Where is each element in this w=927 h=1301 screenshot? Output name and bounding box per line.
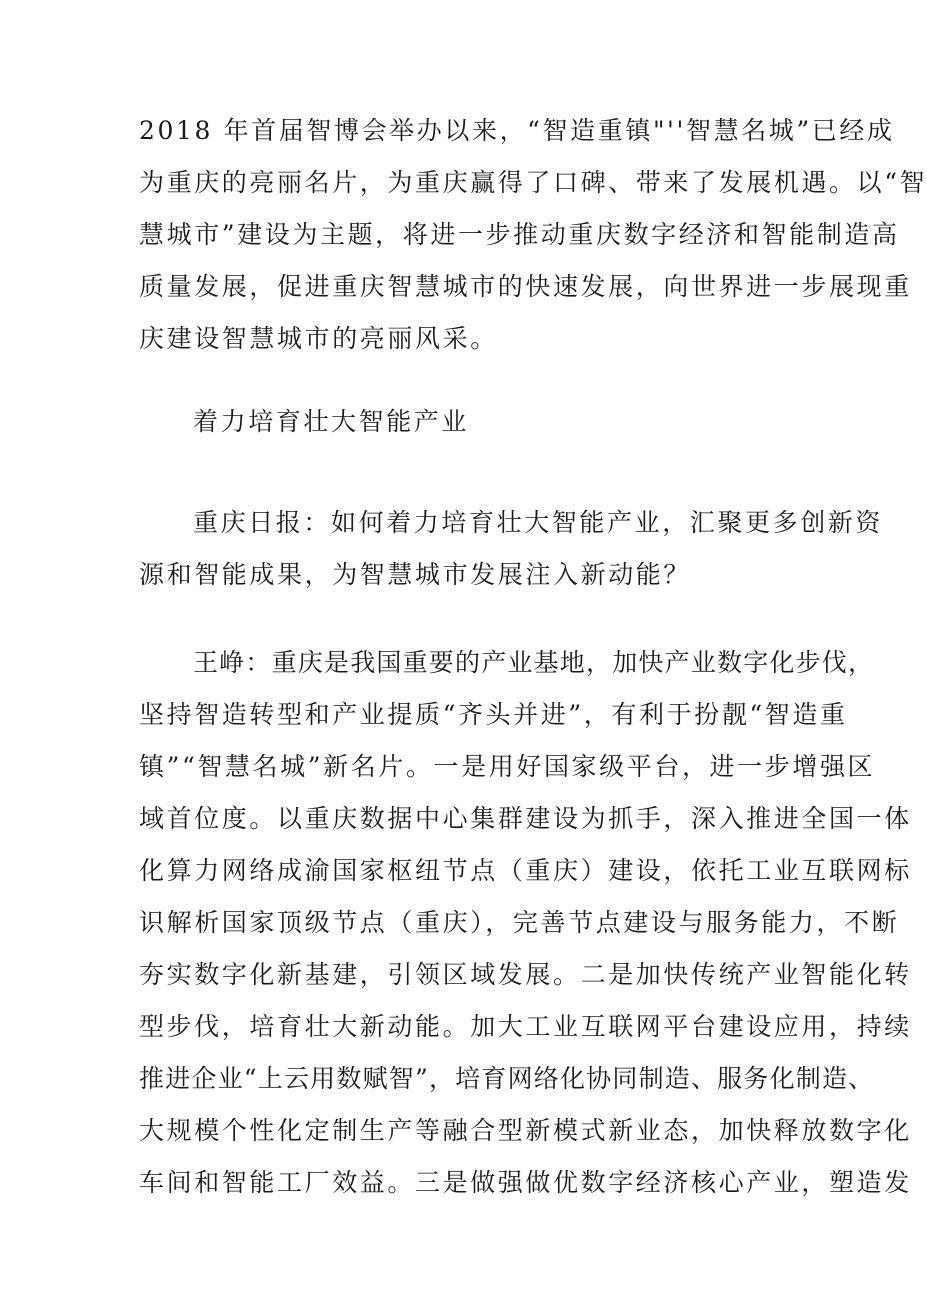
text-line: 源和智能成果，为智慧城市发展注入新动能？ (139, 560, 692, 589)
text-line: 车间和智能工厂效益。三是做强做优数字经济核心产业，塑造发 (139, 1168, 912, 1197)
text-line: 质量发展，促进重庆智慧城市的快速发展，向世界进一步展现重 (139, 272, 912, 301)
text-line: 夯实数字化新基建，引领区域发展。二是加快传统产业智能化转 (139, 960, 912, 989)
text-line: 为重庆的亮丽名片，为重庆赢得了口碑、带来了发展机遇。以“智 (139, 168, 927, 197)
text-line: 域首位度。以重庆数据中心集群建设为抓手，深入推进全国一体 (139, 804, 912, 833)
text-line: 王峥：重庆是我国重要的产业基地，加快产业数字化步伐， (193, 648, 875, 677)
text-line: 坚持智造转型和产业提质“齐头并进”，有利于扮靓“智造重 (139, 700, 848, 729)
text-line: 型步伐，培育壮大新动能。加大工业互联网平台建设应用，持续 (139, 1012, 912, 1041)
section-heading: 着力培育壮大智能产业 (193, 407, 470, 436)
text-line: 镇”“智慧名城”新名片。一是用好国家级平台，进一步增强区 (139, 752, 876, 781)
text-line: 重庆日报：如何着力培育壮大智能产业，汇聚更多创新资 (193, 508, 884, 537)
text-line: 庆建设智慧城市的亮丽风采。 (139, 324, 498, 353)
text-line: 化算力网络成渝国家枢纽节点（重庆）建设，依托工业互联网标 (139, 856, 912, 885)
text-line: 大规模个性化定制生产等融合型新模式新业态，加快释放数字化 (139, 1116, 912, 1145)
text-line: 识解析国家顶级节点（重庆），完善节点建设与服务能力，不断 (139, 908, 900, 937)
text-line: 推进企业“上云用数赋智”，培育网络化协同制造、服务化制造、 (139, 1064, 875, 1093)
text-line: 2018 年首届智博会举办以来，“智造重镇"''智慧名城”已经成 (139, 116, 895, 145)
text-line: 慧城市”建设为主题，将进一步推动重庆数字经济和智能制造高 (139, 220, 900, 249)
